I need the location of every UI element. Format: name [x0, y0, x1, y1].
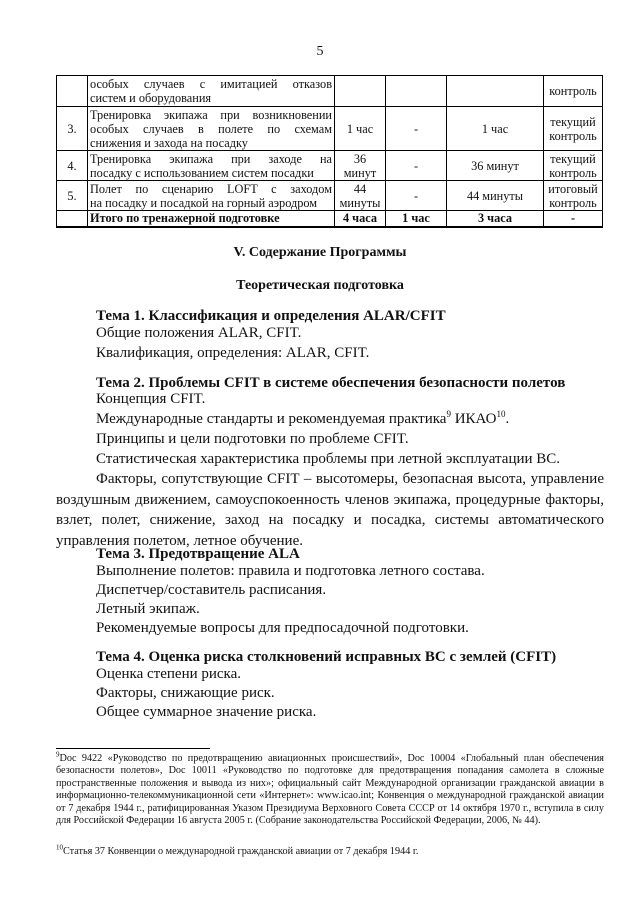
total-number [57, 211, 88, 227]
topic-2-line: Концепция CFIT. [96, 391, 206, 407]
topic-4-line: Оценка степени риска. [96, 666, 242, 682]
topic-2-line: Международные стандарты и рекомендуемая практика$^9$ ИКАО$^{10}$. [96, 409, 510, 427]
total-control: - [544, 211, 603, 227]
training-plan-table [56, 75, 603, 228]
topic-4-title: Тема 4. Оценка риска столкновений исправных ВС с землей (CFIT) [96, 649, 557, 665]
row-control: итоговый контроль [544, 181, 603, 211]
page-number: 5 [316, 44, 324, 59]
footnote-ref-9: 9 [446, 409, 451, 419]
row-practice: 1 час [447, 107, 544, 151]
row-hours [335, 76, 386, 107]
table-row [57, 151, 603, 181]
row-control: текущий контроль [544, 151, 603, 181]
subsection-title: Теоретическая подготовка [236, 278, 404, 293]
total-practice: 3 часа [447, 211, 544, 227]
row-number: 4. [57, 151, 88, 181]
row-practice: 36 минут [447, 151, 544, 181]
topic-3-line: Диспетчер/составитель расписания. [96, 582, 327, 598]
topic-3-line: Рекомендуемые вопросы для предпосадочной подготовки. [96, 620, 469, 636]
row-control: текущий контроль [544, 107, 603, 151]
section-title: V. Содержание Программы [233, 245, 407, 260]
total-label: Итого по тренажерной подготовке [88, 211, 335, 227]
footnote-10: $^{10}$Статья 37 Конвенции о международной гражданской авиации от 7 декабря 1944 г. [56, 843, 419, 857]
row-name: Тренировка экипажа при возникновении особых случаев в полете по схемам снижения и захода на посадку [88, 107, 335, 151]
row-number: 3. [57, 107, 88, 151]
topic-3-line: Выполнение полетов: правила и подготовка летного состава. [96, 563, 485, 579]
total-hours: 4 часа [335, 211, 386, 227]
table-row [57, 107, 603, 151]
topic-2-line: Принципы и цели подготовки по проблеме CFIT. [96, 431, 409, 447]
row-name: Тренировка экипажа при заходе на посадку с использованием систем посадки [88, 151, 335, 181]
topic-1-title: Тема 1. Классификация и определения ALAR/CFIT [96, 308, 446, 324]
row-control: контроль [544, 76, 603, 107]
topic-4-line: Общее суммарное значение риска. [96, 704, 317, 720]
row-practice: 44 минуты [447, 181, 544, 211]
row-name: особых случаев с имитацией отказов систем и оборудования [88, 76, 335, 107]
row-theory: - [386, 107, 447, 151]
total-theory: 1 час [386, 211, 447, 227]
row-name: Полет по сценарию LOFT с заходом на посадку и посадкой на горный аэродром [88, 181, 335, 211]
topic-1-line: Общие положения ALAR, CFIT. [96, 325, 302, 341]
footnote-separator [56, 748, 210, 749]
table-row [57, 181, 603, 211]
row-theory: - [386, 151, 447, 181]
row-number [57, 76, 88, 107]
row-hours: 1 час [335, 107, 386, 151]
topic-4-line: Факторы, снижающие риск. [96, 685, 275, 701]
table-row [57, 76, 603, 107]
topic-2-title: Тема 2. Проблемы CFIT в системе обеспечения безопасности полетов [96, 375, 566, 391]
topic-2-line: Статистическая характеристика проблемы при летной эксплуатации ВС. [96, 451, 561, 467]
row-practice [447, 76, 544, 107]
footnote-9: $^9$Doc 9422 «Руководство по предотвращению авиационных происшествий», Doc 10004 «Глобальный план обеспечения безопасности полетов», Doc 10011 «Руководство по подготовке для предотвращения попадания самолета в сложные пространственные положения и вывода из них»; официальный сайт Международной организации гражданской авиации в информационно-телекоммуникационной сети «Интернет»: www.icao.int; Конвенция о международной гражданской авиации от 7 декабря 1944 г., ратифицированная Указом Президиума Верховного Совета СССР от 14 октября 1970 г., вступила в силу для Российской Федерации 16 августа 2005 г. (Собрание законодательства Российской Федерации, 2006, № 44). [56, 750, 604, 827]
row-theory: - [386, 181, 447, 211]
table-total-row [57, 211, 603, 227]
row-hours: 44 минуты [335, 181, 386, 211]
topic-3-title: Тема 3. Предотвращение ALA [96, 546, 300, 562]
row-number: 5. [57, 181, 88, 211]
row-hours: 36 минут [335, 151, 386, 181]
row-theory [386, 76, 447, 107]
topic-3-line: Летный экипаж. [96, 601, 200, 617]
topic-1-line: Квалификация, определения: ALAR, CFIT. [96, 345, 370, 361]
footnote-ref-10: 10 [496, 409, 506, 419]
topic-2-paragraph: Факторы, сопутствующие CFIT – высотомеры, безопасная высота, управление воздушным движением, самоуспокоенность членов экипажа, процедурные факторы, взлет, полет, снижение, заход на посадку и посадка, системы автоматического управления полетом, летное обучение. [56, 471, 604, 549]
